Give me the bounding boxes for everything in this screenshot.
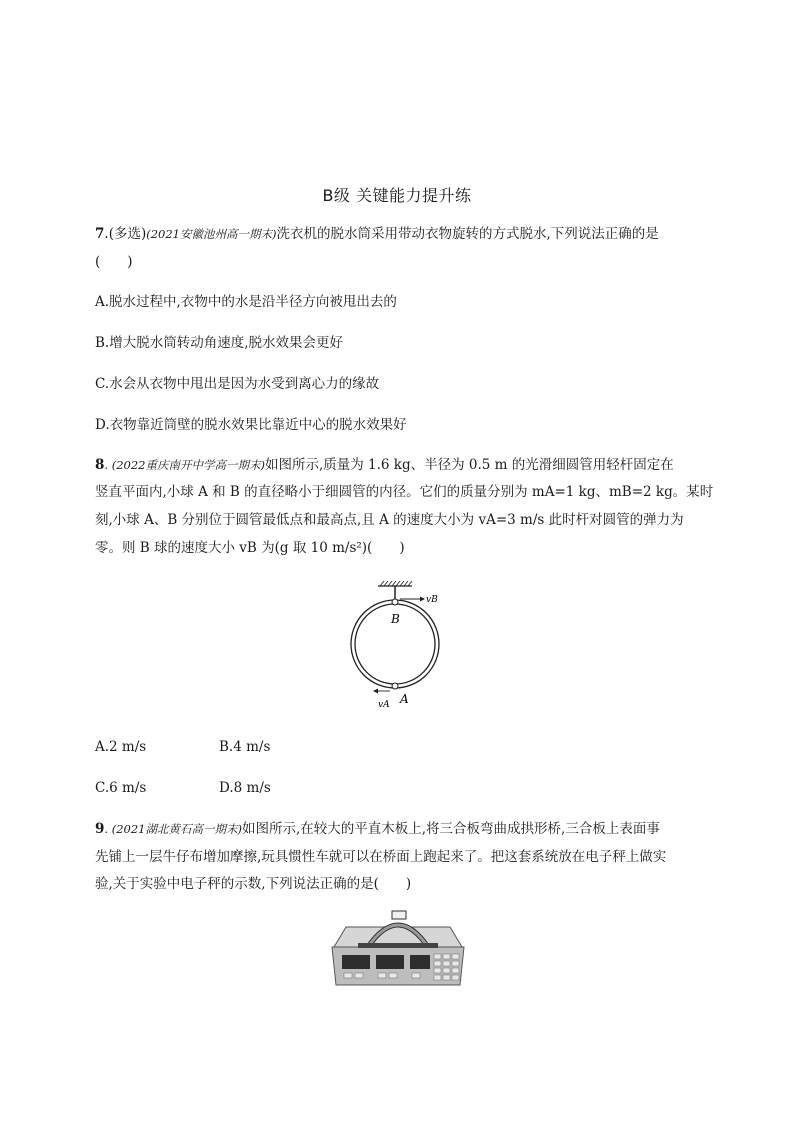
- q8-stem-line4: 零。则 B 球的速度大小 vB 为(g 取 10 m/s²)( ): [95, 540, 405, 556]
- q7-option-d[interactable]: D.衣物靠近筒壁的脱水效果比靠近中心的脱水效果好: [95, 417, 407, 433]
- toy-car: [392, 911, 406, 919]
- q9-stem-line1: [95, 819, 660, 839]
- q7-answer-blank: ( ): [95, 254, 133, 270]
- q9-stem-line2: 先铺上一层牛仔布增加摩擦,玩具惯性车就可以在桥面上跑起来了。把这套系统放在电子秤上做实: [95, 849, 667, 865]
- electronic-scale-figure: [328, 905, 468, 990]
- q8-stem-line2: 竖直平面内,小球 A 和 B 的直径略小于细圆管的内径。它们的质量分别为 mA=1 kg、mB=2 kg。某时: [95, 484, 714, 500]
- va-arrowhead: [373, 689, 378, 694]
- q8-option-d[interactable]: D.8 m/s: [219, 780, 271, 796]
- q8-stem-line1: [95, 455, 674, 475]
- q9-stem-line3: 验,关于实验中电子秤的示数,下列说法正确的是( ): [95, 876, 412, 892]
- label-b: B: [391, 612, 400, 626]
- q8-number: 8: [95, 457, 105, 473]
- section-title: B级 关键能力提升练: [322, 186, 472, 205]
- q7-prefix: .(多选): [104, 226, 147, 242]
- q7-option-b[interactable]: B.增大脱水筒转动角速度,脱水效果会更好: [95, 335, 344, 351]
- q8-option-c[interactable]: C.6 m/s: [95, 780, 147, 796]
- wooden-board: [358, 943, 438, 948]
- q9-line1: 如图所示,在较大的平直木板上,将三合板弯曲成拱形桥,三合板上表面事: [241, 821, 660, 837]
- q7-option-c[interactable]: C.水会从衣物中甩出是因为水受到离心力的缘故: [95, 376, 380, 392]
- q7-number: 7: [95, 226, 105, 242]
- q7-source: (2021安徽池州高一期末): [146, 227, 277, 241]
- va-label: vA: [378, 700, 390, 710]
- q8-option-b[interactable]: B.4 m/s: [219, 739, 271, 755]
- display-unit-price: [376, 955, 404, 969]
- label-a: A: [400, 692, 409, 706]
- q9-number: 9: [95, 821, 105, 837]
- ball-a: [392, 683, 398, 689]
- q7-stem: [95, 224, 659, 244]
- q8-line1: 如图所示,质量为 1.6 kg、半径为 0.5 m 的光滑细圆管用轻杆固定在: [264, 457, 674, 473]
- circular-tube-figure: [340, 578, 450, 713]
- vb-label: vB: [426, 595, 438, 605]
- q7-stem-line1: 洗衣机的脱水筒采用带动衣物旋转的方式脱水,下列说法正确的是: [276, 226, 659, 242]
- display-weight: [342, 955, 370, 969]
- q8-stem-line3: 刻,小球 A、B 分别位于圆管最低点和最高点,且 A 的速度大小为 vA=3 m/s 此时杆对圆管的弹力为: [95, 512, 684, 528]
- q8-options-row1: [95, 737, 146, 757]
- q8-option-a[interactable]: A.2 m/s: [95, 739, 147, 755]
- q7-option-a[interactable]: A.脱水过程中,衣物中的水是沿半径方向被甩出去的: [95, 294, 397, 310]
- display-total: [410, 955, 430, 969]
- ceiling-hatch: [380, 581, 412, 586]
- vb-arrowhead: [420, 597, 425, 602]
- q9-source: . (2021湖北黄石高一期末): [104, 822, 242, 836]
- ball-b: [392, 599, 398, 605]
- q8-source: . (2022重庆南开中学高一期末): [104, 458, 265, 472]
